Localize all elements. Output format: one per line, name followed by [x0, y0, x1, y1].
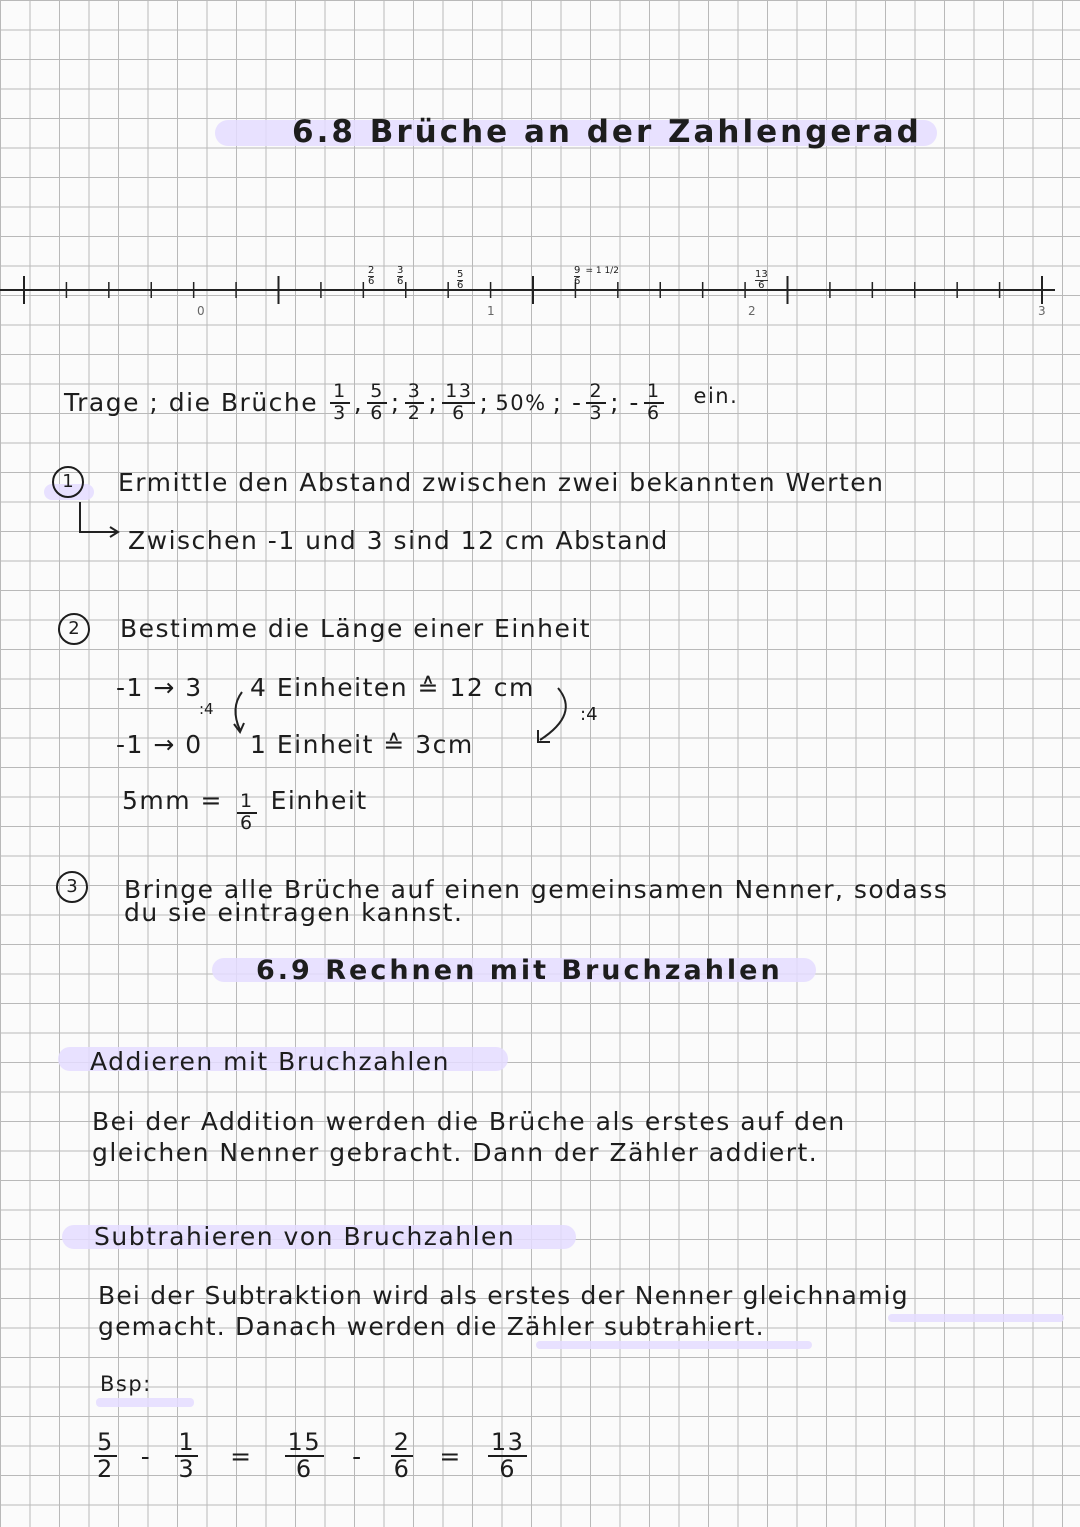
fraction-numerator: 1 [644, 382, 664, 404]
fraction-numerator: 2 [586, 382, 606, 404]
equals-sign: = [439, 1441, 462, 1471]
task-fraction-6 [644, 382, 664, 424]
task-line: Trage ; die Brüche $\frac{1}{3}$ , $\frac{5}{6}$ ; $\frac{3}{2}$ ; $\frac{13}{6}$ ; 50% ; - $\frac{2}{3}$ ; - $\frac{1}{6}$ ein. [64, 380, 739, 424]
fraction-denominator: 6 [370, 401, 384, 424]
fraction-denominator: 2 [407, 401, 422, 424]
step2-line3-left: 5mm = [122, 786, 224, 815]
task-fraction-4 [442, 382, 475, 424]
fraction-denominator: 3 [178, 1455, 196, 1484]
step3-number: 3 [56, 871, 88, 903]
page-title: 6.8 Brüche an der Zahlengerad [292, 114, 922, 150]
subtraction-line1: Bei der Subtraktion wird als erstes der Nenner gleichnamig [98, 1281, 909, 1310]
task-fraction-5 [586, 382, 606, 424]
fraction-denominator: 6 [295, 1455, 313, 1484]
fraction-denominator: 2 [97, 1455, 114, 1484]
arrow-icon [76, 500, 126, 540]
fraction-denominator: 6 [240, 811, 254, 834]
tick-label-1: 1 [487, 304, 495, 318]
example-fraction-e [488, 1430, 528, 1482]
fraction-numerator: 13 [488, 1430, 528, 1457]
step2-line1-left: -1 → 3 [116, 673, 203, 702]
example-fraction-a [94, 1430, 117, 1482]
task-percent: 50% [495, 390, 547, 415]
fraction-numerator: 15 [285, 1430, 325, 1457]
mark-3-6 [397, 258, 403, 287]
mark-5-6 [457, 262, 463, 291]
subtraction-heading: Subtrahieren von Bruchzahlen [94, 1222, 516, 1251]
step2-number: 2 [58, 613, 90, 645]
mark-num: 13 [755, 269, 768, 280]
addition-heading: Addieren mit Bruchzahlen [90, 1047, 450, 1076]
example-fraction-d [391, 1430, 414, 1482]
fraction-numerator: 5 [367, 382, 387, 404]
step2-line2-right: 1 Einheit ≙ 3cm [250, 730, 474, 759]
subtraction-line2: gemacht. Danach werden die Zähler subtrahiert. [98, 1312, 765, 1341]
mark-2-6 [368, 258, 374, 287]
mark-num: 3 [397, 265, 404, 276]
step2-line3 [122, 786, 368, 834]
step3-text [124, 874, 948, 928]
fraction-denominator: 3 [333, 401, 347, 424]
addition-line2: gleichen Nenner gebracht. Dann der Zähler addiert. [92, 1138, 819, 1167]
example-label-highlight [96, 1398, 194, 1407]
step1-text: Ermittle den Abstand zwischen zwei bekannten Werten [118, 468, 885, 497]
tick-label-3: 3 [1038, 304, 1046, 318]
step2-text: Bestimme die Länge einer Einheit [120, 614, 592, 643]
tick-label-2: 2 [748, 304, 756, 318]
step2-line3-right: Einheit [270, 786, 368, 815]
subtraction-text [98, 1280, 909, 1342]
section2-title: 6.9 Rechnen mit Bruchzahlen [256, 955, 783, 986]
task-fraction-3 [405, 382, 425, 424]
task-fraction-1 [330, 382, 350, 424]
fraction-numerator: 1 [330, 382, 350, 404]
task-fraction-2 [367, 382, 387, 424]
mark-den: 6 [758, 280, 765, 291]
example-label: Bsp: [100, 1372, 152, 1396]
step2-divide-right: :4 [580, 704, 598, 725]
mark-num: 9 [574, 265, 581, 276]
fraction-denominator: 3 [589, 401, 604, 424]
fraction-denominator: 6 [499, 1455, 517, 1484]
step3-line1: Bringe alle Brüche auf einen gemeinsamen Nenner, sodass [124, 875, 949, 904]
example-fraction-b [175, 1430, 198, 1482]
mark-9-6 [574, 258, 619, 287]
fraction-denominator: 6 [452, 401, 466, 424]
mark-13-6 [755, 262, 768, 291]
step2-line3-fraction [237, 792, 257, 834]
gleichnamig-underline [888, 1314, 1064, 1322]
fraction-numerator: 1 [237, 792, 257, 814]
fraction-denominator: 6 [393, 1455, 411, 1484]
mark-den: 6 [457, 280, 464, 291]
fraction-numerator: 13 [442, 382, 475, 404]
task-suffix: ein. [693, 383, 739, 408]
step2-line2-left: -1 → 0 [116, 730, 203, 759]
equals-sign: = [230, 1441, 253, 1471]
step2-divide-left: :4 [199, 700, 214, 718]
mark-den: 6 [397, 276, 404, 287]
mark-den: 6 [574, 276, 581, 287]
step3-line2: du sie eintragen kannst. [124, 898, 464, 927]
example-fraction-c [285, 1430, 325, 1482]
addition-line1: Bei der Addition werden die Brüche als erstes auf den [92, 1107, 846, 1136]
minus-sign: - [352, 1441, 363, 1471]
number-line [0, 250, 1080, 330]
task-prefix: Trage ; die Brüche [64, 388, 319, 418]
curved-arrow-right-icon [528, 684, 588, 750]
step1-subtext: Zwischen -1 und 3 sind 12 cm Abstand [128, 526, 669, 555]
fraction-denominator: 6 [646, 401, 661, 424]
fraction-numerator: 3 [405, 382, 425, 404]
mark-den: 6 [368, 276, 375, 287]
zaehler-underline [536, 1341, 812, 1349]
curved-arrow-left-icon [228, 688, 268, 738]
mark-equivalent: = 1 1/2 [585, 266, 619, 276]
fraction-numerator: 5 [94, 1430, 117, 1457]
fraction-numerator: 2 [391, 1430, 414, 1457]
fraction-numerator: 1 [175, 1430, 198, 1457]
mark-num: 5 [457, 269, 464, 280]
mark-num: 2 [368, 265, 375, 276]
minus-sign: - [140, 1441, 152, 1471]
addition-text [92, 1106, 846, 1168]
example-equation [90, 1430, 531, 1482]
step1-number: 1 [52, 466, 84, 498]
step2-line1-right: 4 Einheiten ≙ 12 cm [250, 673, 535, 702]
tick-label-0: 0 [197, 304, 205, 318]
